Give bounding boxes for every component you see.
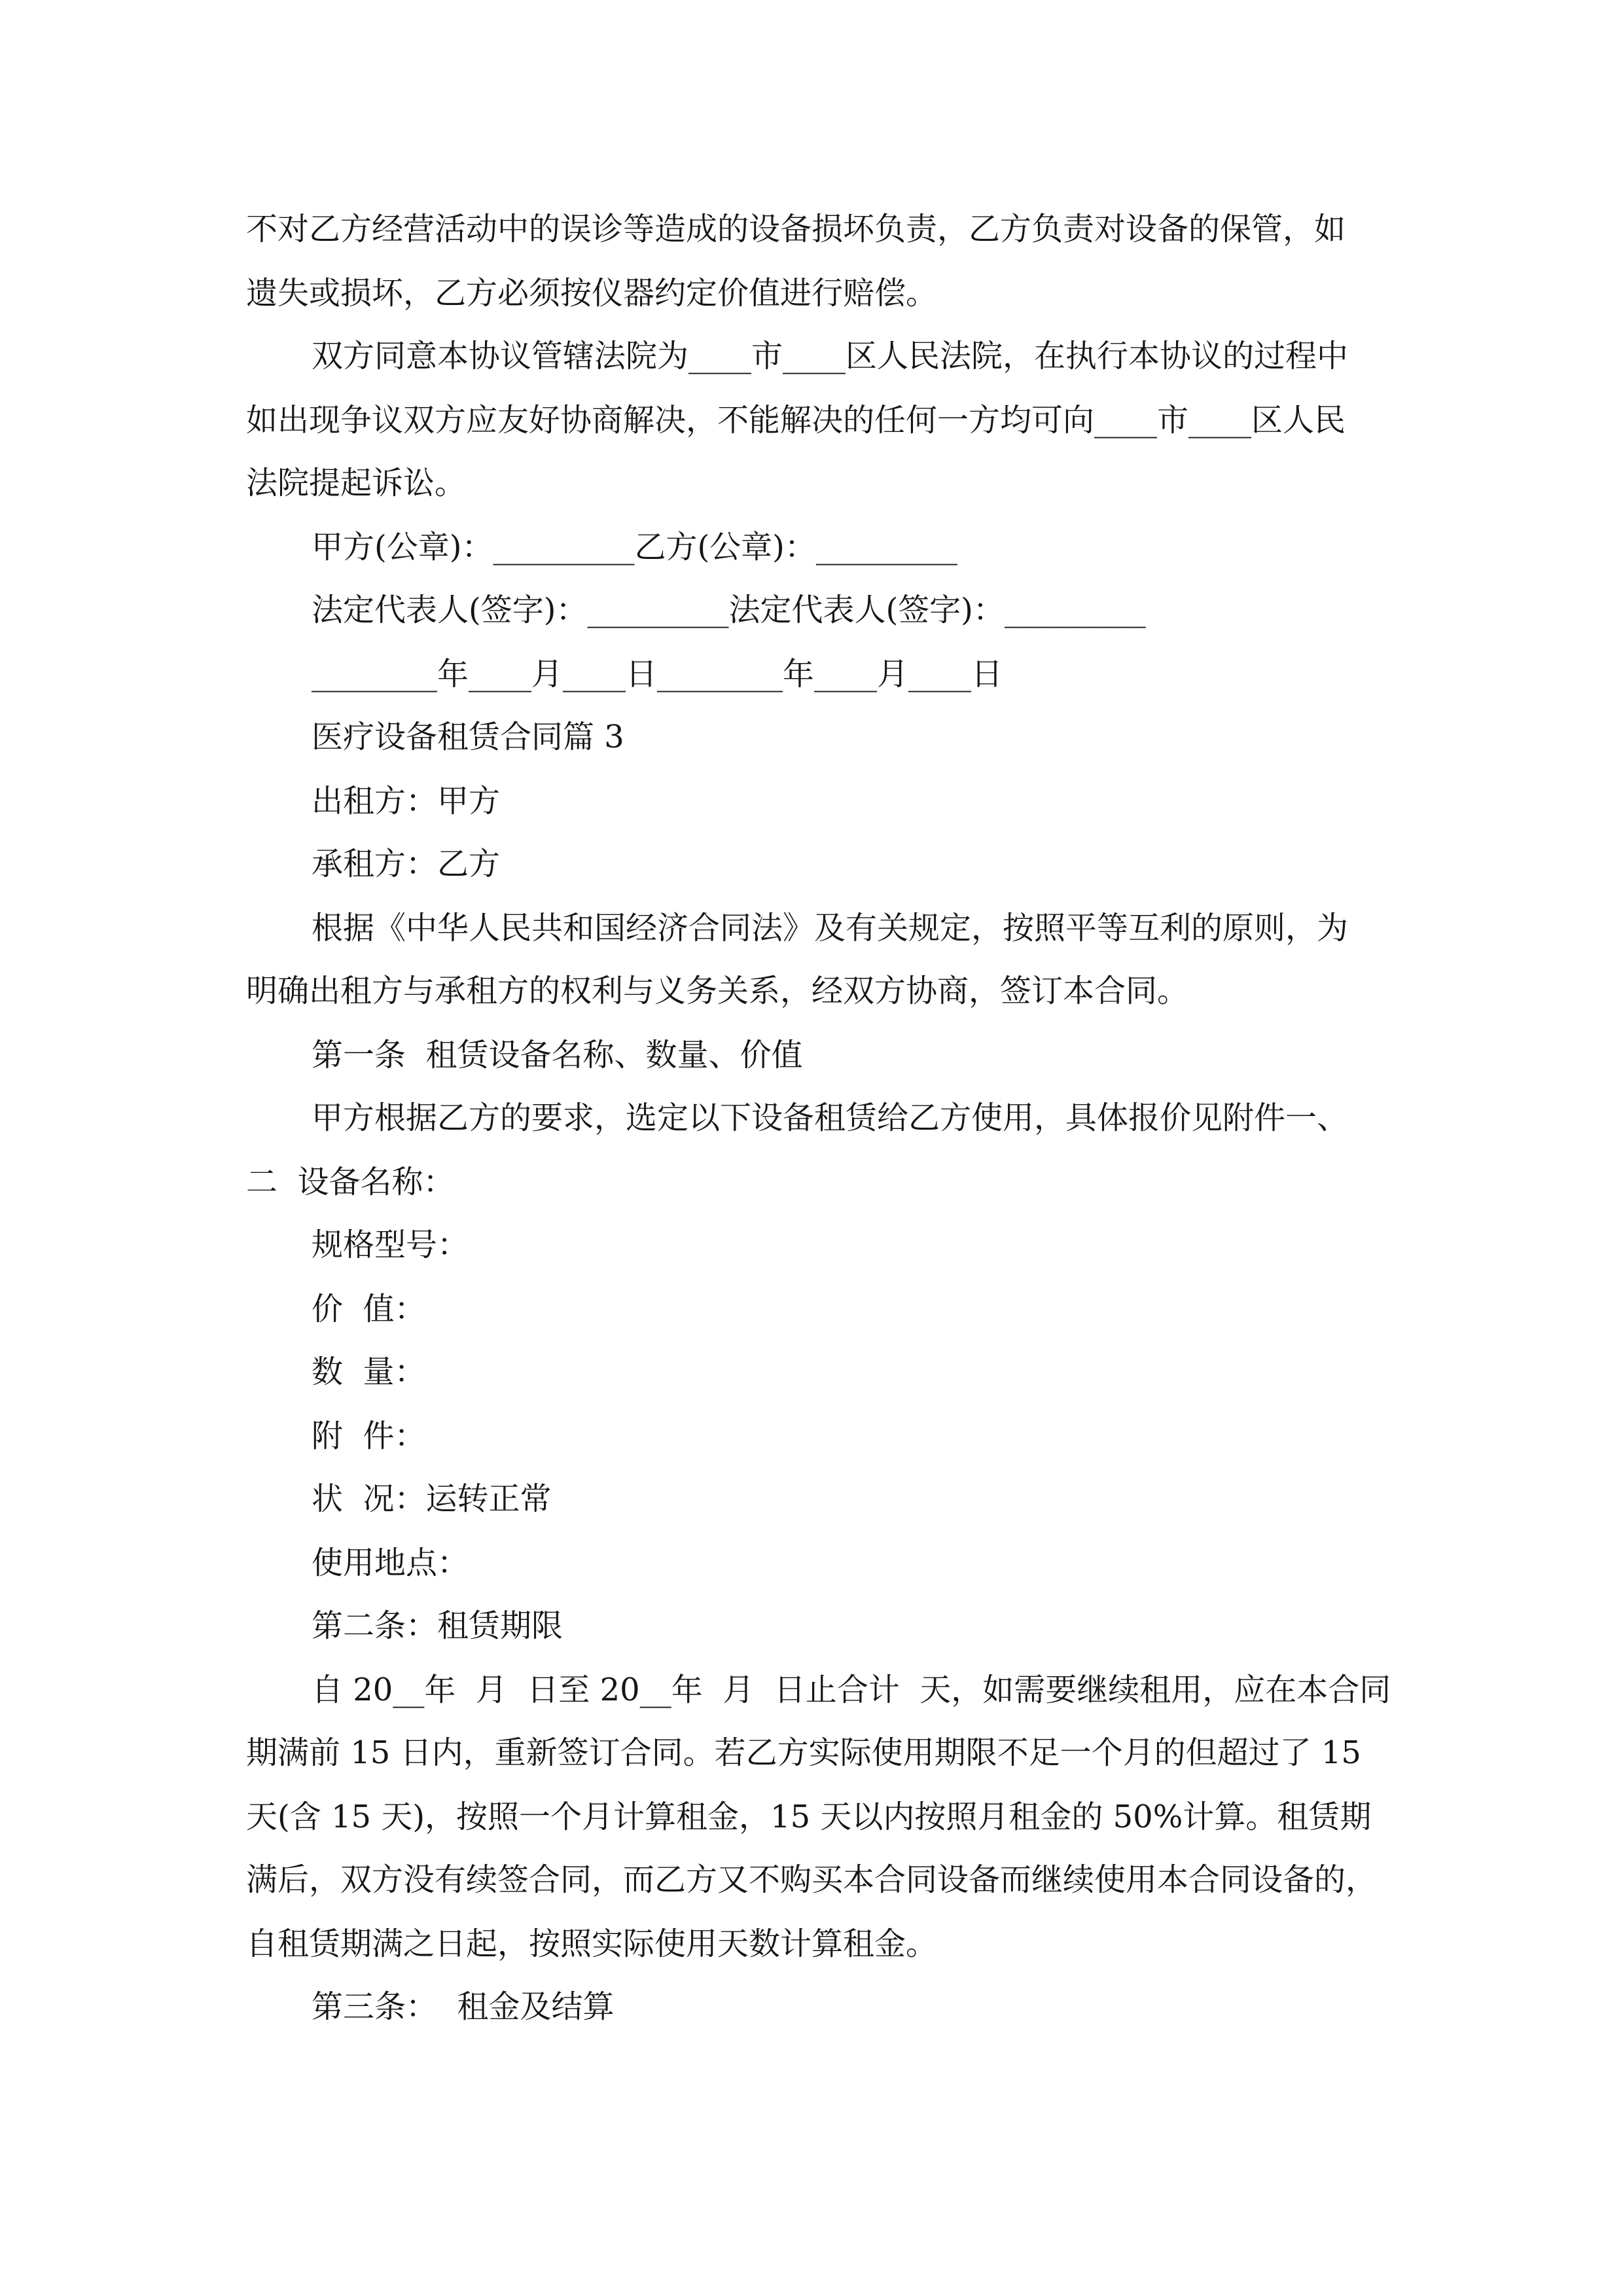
article-heading: 第一条 租赁设备名称、数量、价值 xyxy=(312,1037,803,1073)
text-line: 期满前 15 日内，重新签订合同。若乙方实际使用期限不足一个月的但超过了 15 xyxy=(246,1734,1361,1771)
signature-line-seal: 甲方(公章)：_________乙方(公章)：_________ xyxy=(312,529,957,565)
text-line: 双方同意本协议管辖法院为____市____区人民法院，在执行本协议的过程中 xyxy=(312,338,1349,374)
text-line: 不对乙方经营活动中的误诊等造成的设备损坏负责，乙方负责对设备的保管，如 xyxy=(246,211,1346,247)
field-quantity: 数 量： xyxy=(312,1354,426,1390)
text-line: 天(含 15 天)，按照一个月计算租金，15 天以内按照月租金的 50%计算。租赁期 xyxy=(246,1799,1372,1835)
text-line: 根据《中华人民共和国经济合同法》及有关规定，按照平等互利的原则，为 xyxy=(312,910,1349,946)
text-line: 自租赁期满之日起，按照实际使用天数计算租金。 xyxy=(246,1926,938,1962)
lessee-line: 承租方：乙方 xyxy=(312,846,501,882)
text-line: 满后，双方没有续签合同，而乙方又不购买本合同设备而继续使用本合同设备的， xyxy=(246,1861,1378,1898)
text-line: 遗失或损坏，乙方必须按仪器约定价值进行赔偿。 xyxy=(246,275,938,312)
field-model: 规格型号： xyxy=(312,1227,469,1263)
section-title: 医疗设备租赁合同篇 3 xyxy=(312,719,624,755)
field-value: 价 值： xyxy=(312,1291,426,1327)
field-location: 使用地点： xyxy=(312,1545,469,1581)
text-line: 如出现争议双方应友好协商解决，不能解决的任何一方均可向____市____区人民 xyxy=(246,402,1346,439)
article-heading: 第三条： 租金及结算 xyxy=(312,1988,615,2025)
lessor-line: 出租方：甲方 xyxy=(312,783,501,819)
signature-line-date: ________年____月____日________年____月____日 xyxy=(312,656,1003,692)
field-attachment: 附 件： xyxy=(312,1418,426,1454)
text-line: 自 20__年 月 日至 20__年 月 日止合计 天，如需要继续租用，应在本合同 xyxy=(312,1672,1391,1708)
text-line: 甲方根据乙方的要求，选定以下设备租赁给乙方使用，具体报价见附件一、 xyxy=(312,1100,1349,1136)
article-heading: 第二条：租赁期限 xyxy=(312,1607,563,1644)
signature-line-representative: 法定代表人(签字)：_________法定代表人(签字)：_________ xyxy=(312,592,1146,628)
text-line: 法院提起诉讼。 xyxy=(246,465,467,501)
text-line: 明确出租方与承租方的权利与义务关系，经双方协商，签订本合同。 xyxy=(246,973,1189,1009)
field-equipment-name: 二 设备名称： xyxy=(246,1164,455,1200)
field-status: 状 况：运转正常 xyxy=(312,1480,552,1517)
